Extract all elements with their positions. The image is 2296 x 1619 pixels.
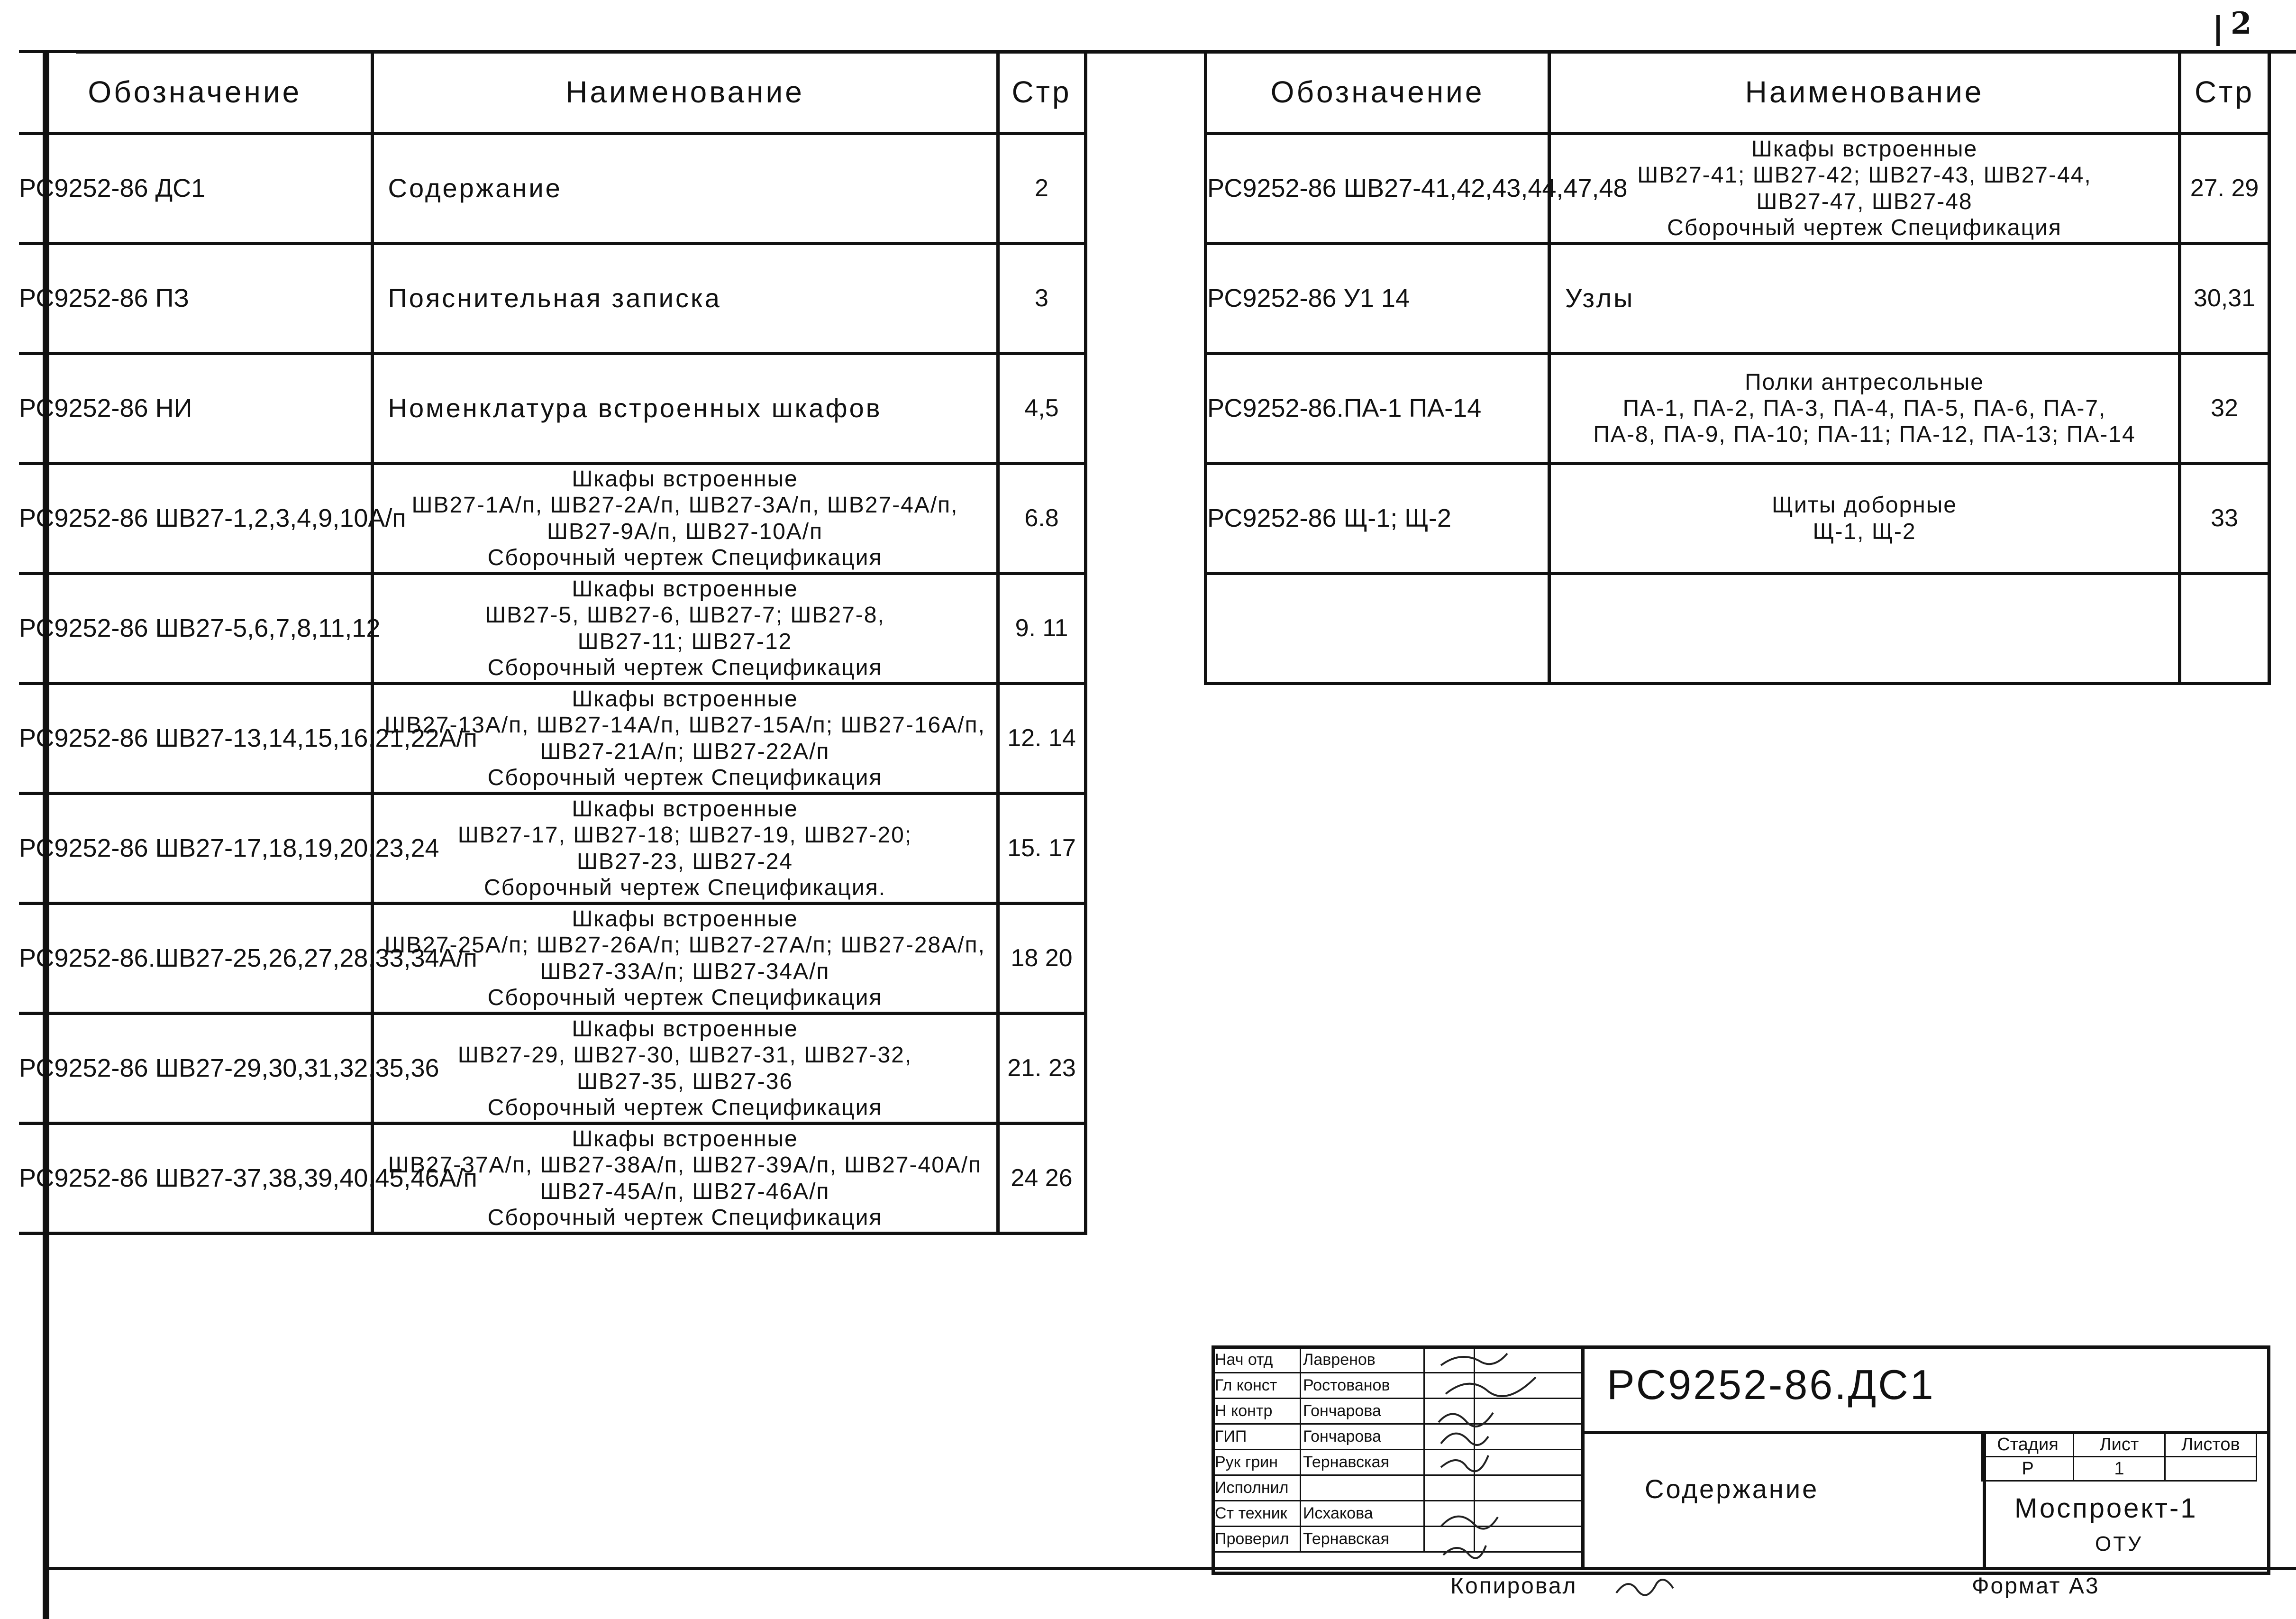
name-cell — [372, 464, 998, 574]
drawing-code: РС9252-86.ДС1 — [1607, 1361, 1935, 1408]
staff-person — [1301, 1475, 1424, 1501]
name-line: Шкафы встроенные — [572, 1126, 798, 1152]
name-line: ШВ27-33А/п; ШВ27-34А/п — [540, 959, 830, 984]
name-line: Шкафы встроенные — [572, 466, 798, 492]
name-line: Сборочный чертеж Спецификация. — [483, 875, 886, 900]
table-row — [19, 1124, 1085, 1234]
name-line: Щ-1, Щ-2 — [1813, 519, 1916, 544]
header-name: Наименование — [372, 52, 998, 134]
staff-person: Тернавская — [1301, 1450, 1424, 1475]
table-row — [19, 244, 1085, 354]
stage-table — [1981, 1432, 2257, 1482]
name-line: Щиты доборные — [1772, 493, 1957, 518]
stage-value: Р — [1982, 1457, 2074, 1481]
name-line: ШВ27-9А/п, ШВ27-10А/п — [547, 519, 823, 544]
name-line: ШВ27-25А/п; ШВ27-26А/п; ШВ27-27А/п; ШВ27-28А/п, — [384, 933, 985, 958]
name-line: ШВ27-21А/п; ШВ27-22А/п — [540, 739, 830, 764]
table-row — [19, 464, 1085, 574]
table-row — [19, 794, 1085, 904]
copied-signature — [1612, 1569, 1687, 1607]
designation-cell: РС9252-86 Щ-1; Щ-2 — [1206, 464, 1549, 574]
name-line: Шкафы встроенные — [572, 576, 798, 602]
table-row — [1206, 464, 2269, 574]
header-page: Стр — [2180, 52, 2269, 134]
name-line: ШВ27-5, ШВ27-6, ШВ27-7; ШВ27-8, — [485, 603, 885, 628]
designation-cell: РС9252-86 ШВ27-41,42,43,44,47,48 — [1206, 134, 1549, 244]
designation-cell: РС9252-86 ШВ27-13,14,15,16,21,22А/п — [19, 684, 372, 794]
sheets-header: Листов — [2165, 1433, 2257, 1457]
designation-cell: РС9252-86 ДС1 — [19, 134, 372, 244]
page-cell: 27. 29 — [2180, 134, 2269, 244]
table-row — [1206, 134, 2269, 244]
name-line: ПА-8, ПА-9, ПА-10; ПА-11; ПА-12, ПА-13; ПА-14 — [1593, 422, 2136, 448]
staff-person: Тернавская — [1301, 1527, 1424, 1552]
name-line: Шкафы встроенные — [572, 906, 798, 932]
table-row — [19, 904, 1085, 1014]
page-cell: 18 20 — [998, 904, 1085, 1014]
table-row — [19, 134, 1085, 244]
name-cell — [372, 354, 998, 464]
name-line: Сборочный чертеж Спецификация — [487, 1205, 883, 1230]
header-name: Наименование — [1549, 52, 2180, 134]
staff-role: Ст техник — [1212, 1501, 1301, 1527]
name-line: Сборочный чертеж Спецификация — [487, 655, 883, 680]
page-cell: 21. 23 — [998, 1014, 1085, 1124]
name-cell — [1549, 464, 2180, 574]
designation-cell: РС9252-86.ШВ27-25,26,27,28,33,34А/п — [19, 904, 372, 1014]
staff-role: Рук грин — [1212, 1450, 1301, 1475]
staff-person: Лавренов — [1301, 1347, 1424, 1373]
designation-cell: РС9252-86 ПЗ — [19, 244, 372, 354]
staff-role: ГИП — [1212, 1424, 1301, 1450]
contents-table-left — [19, 50, 1087, 1235]
page-cell: 2 — [998, 134, 1085, 244]
name-line: Сборочный чертеж Спецификация — [1667, 215, 2062, 240]
name-line: Номенклатура встроенных шкафов — [388, 393, 882, 423]
designation-cell: РС9252-86 ШВ27-29,30,31,32,35,36 — [19, 1014, 372, 1124]
staff-person: Исхакова — [1301, 1501, 1424, 1527]
name-cell — [372, 794, 998, 904]
table-row — [1206, 244, 2269, 354]
designation-cell: РС9252-86 НИ — [19, 354, 372, 464]
name-cell — [1549, 354, 2180, 464]
name-line: ШВ27-1А/п, ШВ27-2А/п, ШВ27-3А/п, ШВ27-4А/п, — [411, 493, 958, 518]
signature-strokes — [1436, 1346, 1588, 1569]
page-cell — [2180, 574, 2269, 684]
name-line: ШВ27-45А/п, ШВ27-46А/п — [540, 1179, 830, 1204]
designation-cell: РС9252-86 ШВ27-1,2,3,4,9,10А/п — [19, 464, 372, 574]
name-line: ШВ27-11; ШВ27-12 — [577, 629, 793, 654]
staff-role: Нач отд — [1212, 1347, 1301, 1373]
name-line: ШВ27-37А/п, ШВ27-38А/п, ШВ27-39А/п, ШВ27-40А/п — [388, 1153, 982, 1178]
name-line: Пояснительная записка — [388, 283, 721, 313]
sheet-value: 1 — [2074, 1457, 2165, 1481]
sheet-header: Лист — [2074, 1433, 2165, 1457]
name-line: Сборочный чертеж Спецификация — [487, 985, 883, 1010]
table-row — [1206, 574, 2269, 684]
table-row — [1206, 354, 2269, 464]
designation-cell: РС9252-86 У1 14 — [1206, 244, 1549, 354]
page-cell: 33 — [2180, 464, 2269, 574]
header-page: Стр — [998, 52, 1085, 134]
name-line: ШВ27-35, ШВ27-36 — [576, 1069, 793, 1094]
name-cell — [1549, 244, 2180, 354]
name-line: ШВ27-41; ШВ27-42; ШВ27-43, ШВ27-44, — [1637, 163, 2092, 188]
staff-person: Гончарова — [1301, 1424, 1424, 1450]
name-line: ПА-1, ПА-2, ПА-3, ПА-4, ПА-5, ПА-6, ПА-7, — [1622, 395, 2106, 421]
page-cell: 15. 17 — [998, 794, 1085, 904]
page-cell: 32 — [2180, 354, 2269, 464]
staff-person: Ростованов — [1301, 1373, 1424, 1399]
name-line: Сборочный чертеж Спецификация — [487, 545, 883, 570]
name-line: Узлы — [1565, 283, 1635, 313]
name-line: Шкафы встроенные — [572, 1016, 798, 1042]
name-cell — [372, 244, 998, 354]
contents-table-right — [1204, 50, 2271, 685]
document-title: Содержание — [1645, 1474, 1819, 1504]
organization-subdivision: ОТУ — [2095, 1532, 2143, 1555]
name-cell — [1549, 574, 2180, 684]
name-line: Шкафы встроенные — [572, 686, 798, 712]
page-cell: 12. 14 — [998, 684, 1085, 794]
stage-header: Стадия — [1982, 1433, 2074, 1457]
name-line: Полки антресольные — [1745, 369, 1984, 395]
designation-cell: РС9252-86.ПА-1 ПА-14 — [1206, 354, 1549, 464]
header-designation: Обозначение — [1206, 52, 1549, 134]
designation-cell: РС9252-86 ШВ27-37,38,39,40,45,46А/п — [19, 1124, 372, 1234]
page-cell: 4,5 — [998, 354, 1085, 464]
page-cell: 30,31 — [2180, 244, 2269, 354]
header-designation: Обозначение — [19, 52, 372, 134]
name-line: ШВ27-29, ШВ27-30, ШВ27-31, ШВ27-32, — [457, 1043, 912, 1068]
table-row — [19, 684, 1085, 794]
page-number: 2 — [2231, 6, 2252, 41]
staff-role: Гл конст — [1212, 1373, 1301, 1399]
page-cell: 24 26 — [998, 1124, 1085, 1234]
table-row — [19, 574, 1085, 684]
name-line: Сборочный чертеж Спецификация — [487, 765, 883, 790]
staff-role: Н контр — [1212, 1399, 1301, 1424]
table-row — [19, 354, 1085, 464]
format-label: Формат А3 — [1972, 1573, 2100, 1599]
table-row — [19, 1014, 1085, 1124]
sheets-value — [2165, 1457, 2257, 1481]
page-cell: 9. 11 — [998, 574, 1085, 684]
page-cell: 3 — [998, 244, 1085, 354]
name-line: Шкафы встроенные — [572, 796, 798, 822]
designation-cell: РС9252-86 ШВ27-17,18,19,20,23,24 — [19, 794, 372, 904]
staff-role: Проверил — [1212, 1527, 1301, 1552]
staff-person: Гончарова — [1301, 1399, 1424, 1424]
designation-cell — [1206, 574, 1549, 684]
name-line: ШВ27-13А/п, ШВ27-14А/п, ШВ27-15А/п; ШВ27-16А/п, — [384, 713, 985, 738]
designation-cell: РС9252-86 ШВ27-5,6,7,8,11,12 — [19, 574, 372, 684]
name-cell — [372, 1014, 998, 1124]
copied-label: Копировал — [1450, 1573, 1577, 1599]
name-line: ШВ27-17, ШВ27-18; ШВ27-19, ШВ27-20; — [457, 823, 912, 848]
name-line: Содержание — [388, 173, 562, 203]
name-cell — [372, 574, 998, 684]
name-cell — [372, 134, 998, 244]
name-line: Сборочный чертеж Спецификация — [487, 1095, 883, 1120]
name-cell — [1549, 134, 2180, 244]
name-line: ШВ27-47, ШВ27-48 — [1756, 189, 1973, 214]
staff-role: Исполнил — [1212, 1475, 1301, 1501]
name-line: ШВ27-23, ШВ27-24 — [576, 849, 793, 874]
name-line: Шкафы встроенные — [1751, 137, 1978, 162]
page-cell: 6.8 — [998, 464, 1085, 574]
organization-name: Моспроект-1 — [2014, 1493, 2198, 1524]
